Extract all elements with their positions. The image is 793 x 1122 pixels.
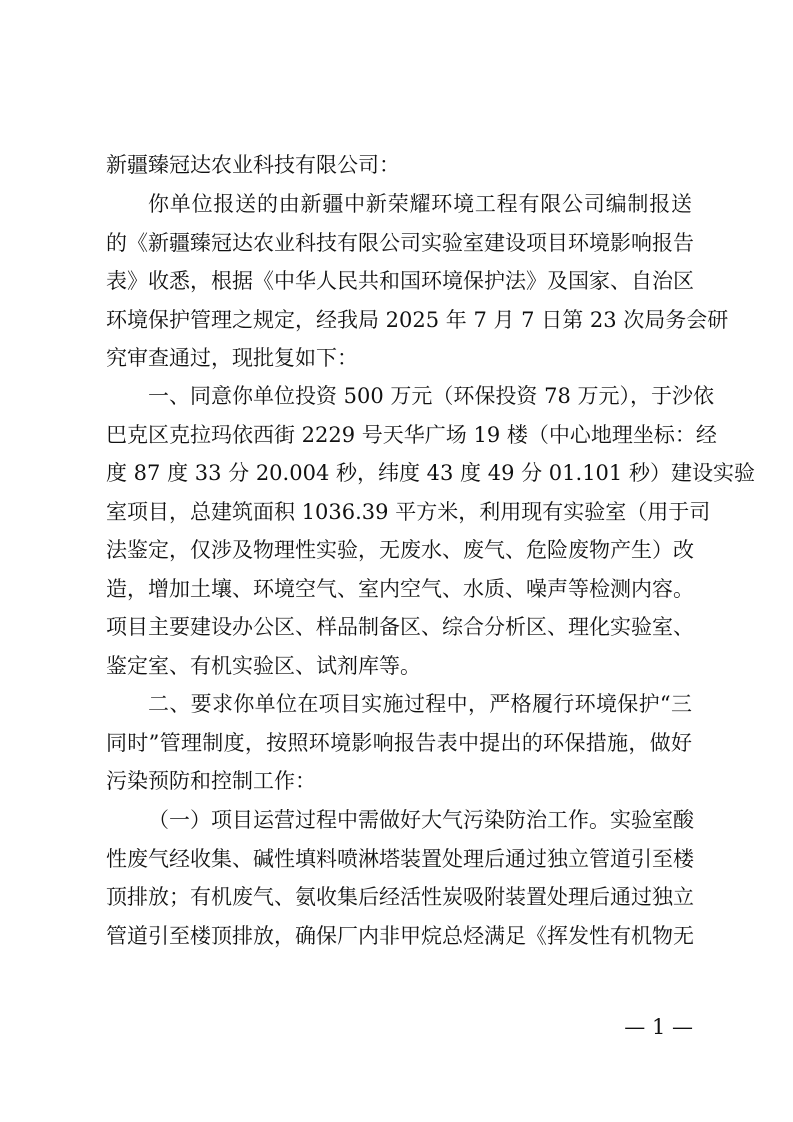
paragraph-3-line-2: 同时”管理制度，按照环境影响报告表中提出的环保措施，做好 bbox=[106, 730, 692, 755]
paragraph-1-line-1: 你单位报送的由新疆中新荣耀环境工程有限公司编制报送 bbox=[148, 192, 692, 216]
paragraph-2-line-8: 鉴定室、有机实验区、试剂库等。 bbox=[106, 653, 421, 678]
paragraph-2-line-6: 造，增加土壤、环境空气、室内空气、水质、噪声等检测内容。 bbox=[106, 576, 694, 601]
paragraph-2-line-7: 项目主要建设办公区、样品制备区、综合分析区、理化实验室、 bbox=[106, 615, 694, 639]
paragraph-3-line-3: 污染预防和控制工作： bbox=[106, 769, 316, 793]
paragraph-2-line-2: 巴克区克拉玛依西街 2229 号天华广场 19 楼（中心地理坐标：经 bbox=[106, 422, 717, 447]
paragraph-2-line-5: 法鉴定，仅涉及物理性实验，无废水、废气、危险废物产生）改 bbox=[106, 538, 694, 562]
paragraph-1-line-4: 环境保护管理之规定，经我局 2025 年 7 月 7 日第 23 次局务会研 bbox=[106, 307, 729, 332]
paragraph-4-line-2: 性废气经收集、碱性填料喷淋塔装置处理后通过独立管道引至楼 bbox=[106, 846, 694, 871]
paragraph-4-line-1: （一）项目运营过程中需做好大气污染防治工作。实验室酸 bbox=[148, 808, 694, 832]
paragraph-1-line-5: 究审查通过，现批复如下： bbox=[106, 346, 358, 370]
paragraph-1-line-3: 表》收悉，根据《中华人民共和国环境保护法》及国家、自治区 bbox=[106, 269, 694, 293]
paragraph-2-line-1: 一、同意你单位投资 500 万元（环保投资 78 万元），于沙依 bbox=[148, 384, 715, 408]
paragraph-2-line-3: 度 87 度 33 分 20.004 秒，纬度 43 度 49 分 01.101 秒）建设实验 bbox=[106, 461, 755, 485]
paragraph-4-line-4: 管道引至楼顶排放，确保厂内非甲烷总烃满足《挥发性有机物无 bbox=[106, 923, 694, 948]
paragraph-2-line-4: 室项目，总建筑面积 1036.39 平方米，利用现有实验室（用于司 bbox=[106, 499, 711, 524]
paragraph-4-line-3: 顶排放；有机废气、氨收集后经活性炭吸附装置处理后通过独立 bbox=[106, 885, 694, 909]
salutation: 新疆臻冠达农业科技有限公司： bbox=[106, 153, 400, 177]
page-number: — 1 — bbox=[624, 1015, 693, 1039]
paragraph-1-line-2: 的《新疆臻冠达农业科技有限公司实验室建设项目环境影响报告 bbox=[106, 230, 694, 255]
paragraph-3-line-1: 二、要求你单位在项目实施过程中，严格履行环境保护“三 bbox=[148, 692, 692, 716]
